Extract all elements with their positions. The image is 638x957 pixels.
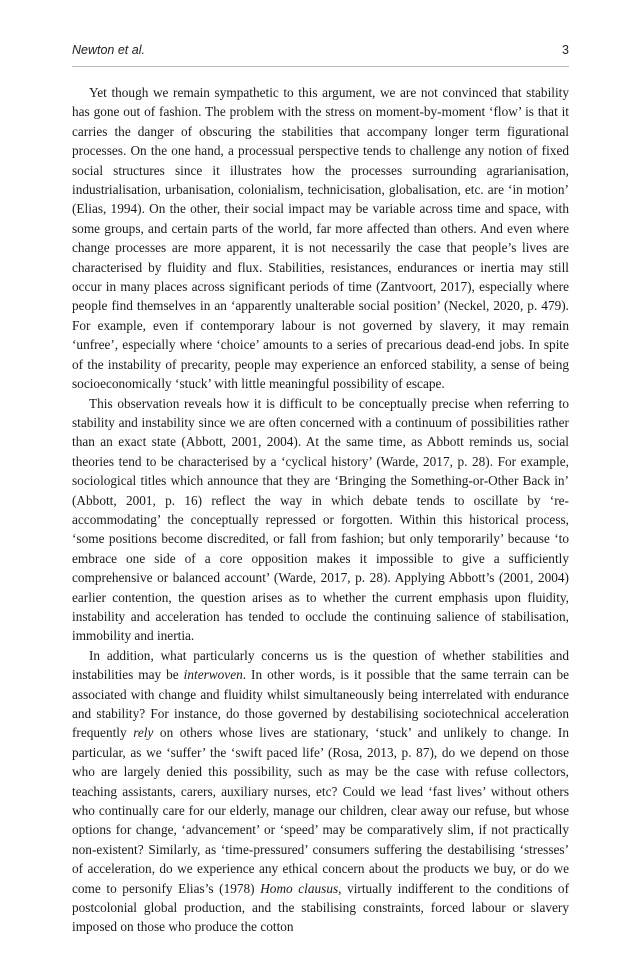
paragraph-1 (72, 83, 569, 394)
paragraph-2 (72, 394, 569, 646)
text-run: , virtually indifferent to the conditions of postcolonial global production, and the stabilising constraints, forced labour or slavery imposed on those who produce the cotton (72, 880, 569, 935)
body-text (72, 83, 569, 937)
text-run: . In other words, is it possible that the same terrain can be associated with change and fluidity whilst simultaneously being interrelated with endurance and stability? For instance, do those governed by destabilising sociotechnical acceleration frequently (72, 667, 569, 741)
italic-term: Homo clausus (260, 880, 339, 896)
text-run: In addition, what particularly concerns us is the question of whether stabilities and instabilities may be (72, 647, 569, 683)
page-number: 3 (562, 43, 569, 57)
paragraph-3 (72, 646, 569, 937)
text-run: Yet though we remain sympathetic to this argument, we are not convinced that stability has gone out of fashion. The problem with the stress on moment-by-moment ‘flow’ is that it carries the danger of obscuring the stabilities that accompany longer term figurational processes. On the one hand, a processual perspective tends to challenge any notion of fixed social structures since it illustrates how the processes surrounding agrarianisation, industrialisation, urbanisation, colonialism, technicisation, globalisation, etc. are ‘in motion’ (Elias, 1994). On the other, their social impact may be variable across time and space, with some groups, and certain parts of the world, far more affected than others. And even where change processes are more apparent, it is not necessarily the case that people’s lives are characterised by fluidity and flux. Stabilities, resistances, endurances or inertia may still occur in many places across significant periods of time (Zantvoort, 2017), especially where people find themselves in an ‘apparently unalterable social position’ (Neckel, 2020, p. 479). For example, even if contemporary labour is not governed by slavery, it may remain ‘unfree’, especially where ‘choice’ amounts to a series of precarious dead-end jobs. In spite of the instability of precarity, people may experience an enforced stability, a sense of being socioeconomically ‘stuck’ with little meaningful possibility of escape. (72, 85, 569, 392)
text-run: on others whose lives are stationary, ‘stuck’ and unlikely to change. In particular, as we ‘suffer’ the ‘swift paced life’ (Rosa, 2013, p. 87), do we depend on those who are largely denied this possibility, such as may be the case with refuse collectors, teaching assistants, carers, auxiliary nurses, etc? Could we lead ‘fast lives’ without others who continually care for our elderly, manage our children, clear away our refuse, but whose options for change, ‘advancement’ or ‘speed’ may be comparatively slim, if not practically non-existent? Similarly, as ‘time-pressured’ consumers suffering the destabilising ‘stresses’ of acceleration, do we experience any ethical concern about the products we buy, or do we come to personify Elias’s (1978) (72, 725, 569, 896)
running-head (72, 43, 569, 63)
text-run: This observation reveals how it is difficult to be conceptually precise when referring to stability and instability since we are often concerned with a continuum of possibilities rather than an exact state (Abbott, 2001, 2004). At the same time, as Abbott reminds us, social theories tend to be characterised by a ‘cyclical history’ (Warde, 2017, p. 28). For example, sociological titles which announce that they are ‘Bringing the Something-or-Other Back in’ (Abbott, 2001, p. 16) reflect the way in which debate tends to oscillate by ‘re-accommodating’ the conceptually repressed or forgotten. Within this historical process, ‘some positions become discredited, or fall from fashion; but only temporarily’ because ‘to embrace one side of a core opposition makes it impossible to give a sufficiently comprehensive or balanced account’ (Warde, 2017, p. 28). Applying Abbott’s (2001, 2004) earlier contention, the question arises as to whether the current emphasis upon fluidity, instability and acceleration has tended to occlude the continuing salience of stabilisation, immobility and inertia. (72, 395, 569, 644)
header-rule (72, 66, 569, 67)
italic-term: rely (133, 725, 154, 741)
running-head-author: Newton et al. (72, 43, 145, 57)
italic-term: interwoven (183, 667, 243, 683)
